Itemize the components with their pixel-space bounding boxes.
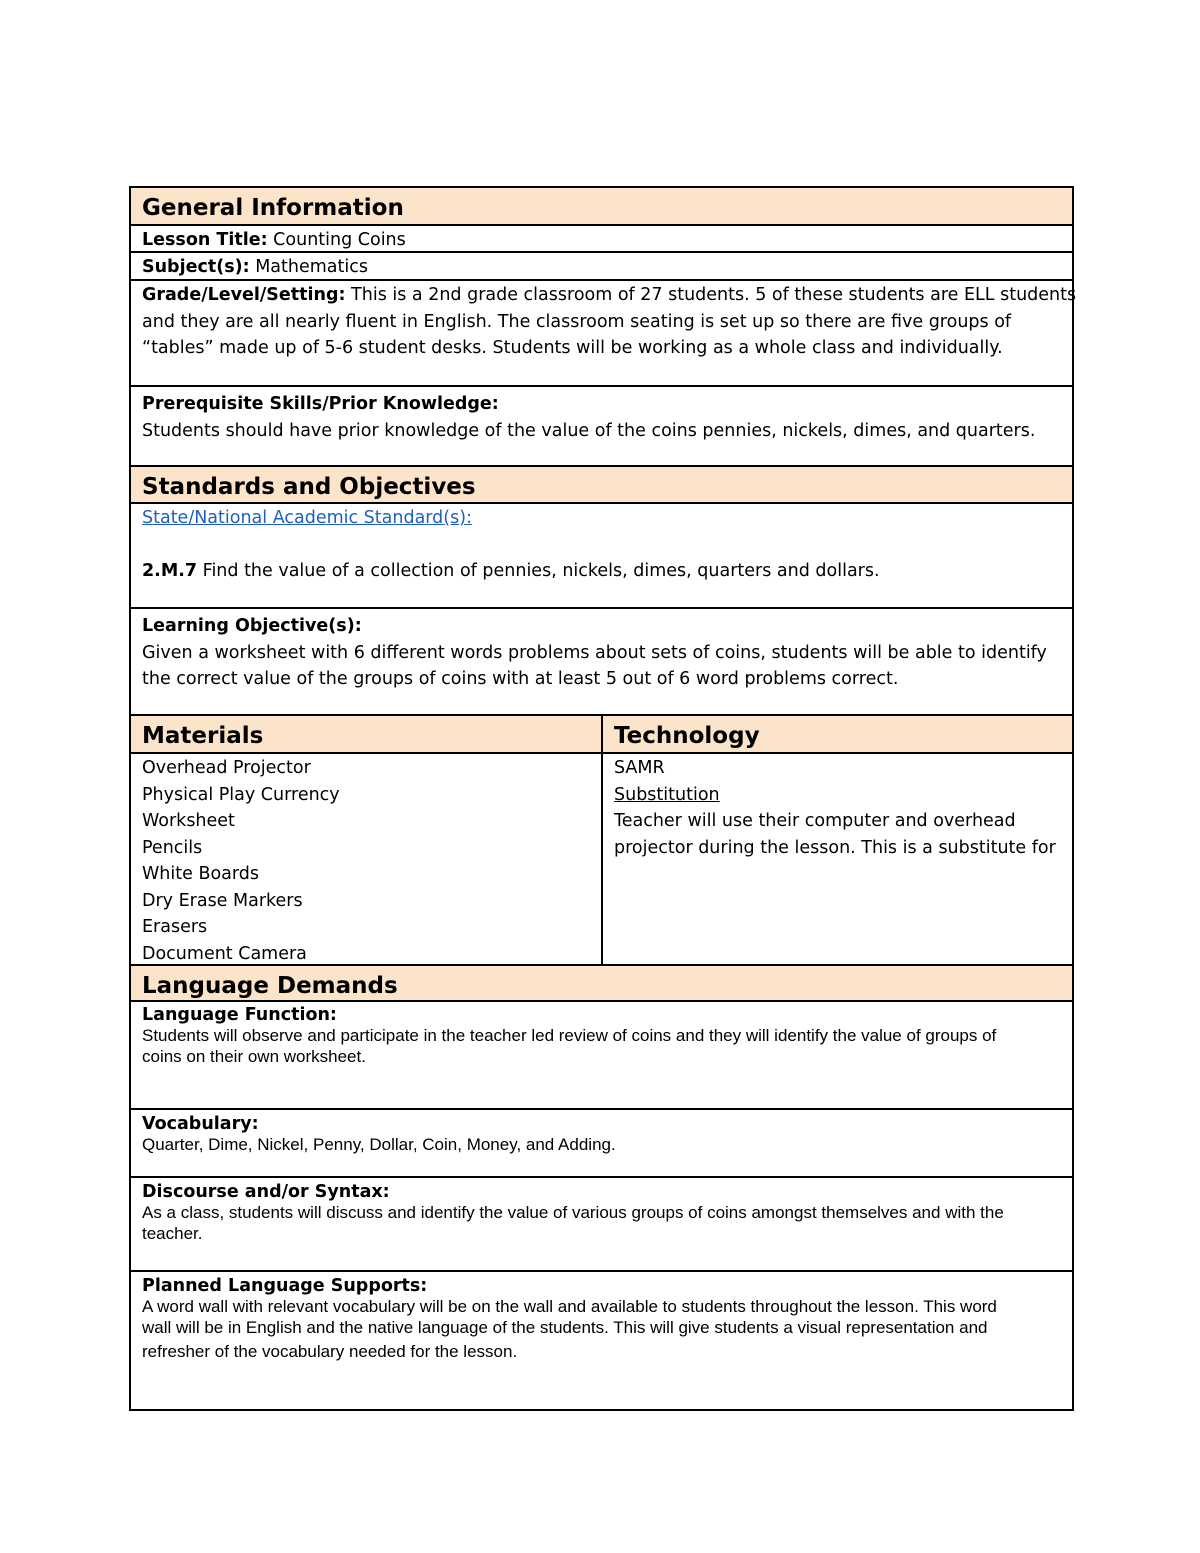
materials-item: Dry Erase Markers — [142, 890, 303, 911]
materials-heading-text: Materials — [142, 723, 264, 749]
function-text-line-2: coins on their own worksheet. — [142, 1046, 366, 1066]
discourse-text-line-1: As a class, students will discuss and identify the value of various groups of coins amongst themselves and with the — [142, 1203, 1004, 1222]
subjects-value: Mathematics — [255, 257, 368, 277]
grade-label: Grade/Level/Setting: — [142, 285, 346, 305]
materials-item: Physical Play Currency — [142, 784, 340, 805]
materials-item: Document Camera — [142, 943, 307, 964]
materials-item: Pencils — [142, 837, 203, 858]
technology-heading-text: Technology — [614, 723, 760, 749]
standards-objectives-heading — [131, 467, 1072, 504]
language-function-row — [131, 1002, 1072, 1110]
subjects-row — [131, 253, 1072, 281]
technology-model: SAMR — [614, 758, 665, 778]
objective-label: Learning Objective(s): — [142, 616, 362, 636]
standards-row — [131, 504, 1072, 609]
technology-content — [603, 754, 1072, 964]
lesson-title-value: Counting Coins — [273, 230, 406, 250]
vocab-label: Vocabulary: — [142, 1114, 259, 1134]
discourse-label: Discourse and/or Syntax: — [142, 1182, 390, 1202]
general-heading-text: General Information — [142, 195, 404, 221]
standards-heading-text: Standards and Objectives — [142, 474, 476, 500]
materials-item: Overhead Projector — [142, 758, 311, 778]
standard-text: Find the value of a collection of pennies, nickels, dimes, quarters and dollars. — [202, 561, 880, 581]
prereq-text: Students should have prior knowledge of the value of the coins pennies, nickels, dimes, and quarters. — [142, 420, 1036, 441]
function-label: Language Function: — [142, 1005, 337, 1025]
grade-text-line-2: and they are all nearly fluent in English. The classroom seating is set up so there are five groups of — [142, 311, 1012, 332]
standards-link[interactable]: State/National Academic Standard(s): — [142, 508, 472, 528]
materials-item: White Boards — [142, 864, 259, 884]
objective-text-line-1: Given a worksheet with 6 different words problems about sets of coins, students will be able to identify — [142, 642, 1047, 663]
lesson-title-label: Lesson Title: — [142, 230, 268, 250]
technology-level: Substitution — [614, 784, 720, 805]
vocabulary-row — [131, 1110, 1072, 1178]
grade-text-line-3: “tables” made up of 5-6 student desks. Students will be working as a whole class and individually. — [142, 338, 1003, 358]
supports-label: Planned Language Supports: — [142, 1276, 428, 1296]
materials-item: Erasers — [142, 917, 208, 937]
discourse-syntax-row — [131, 1178, 1072, 1272]
vocab-text: Quarter, Dime, Nickel, Penny, Dollar, Coin, Money, and Adding. — [142, 1135, 616, 1154]
supports-text-line-3: refresher of the vocabulary needed for the lesson. — [142, 1342, 518, 1361]
grade-text-line-1: This is a 2nd grade classroom of 27 students. 5 of these students are ELL students — [351, 285, 1077, 305]
technology-heading — [603, 716, 1072, 752]
general-information-heading — [131, 188, 1072, 226]
lesson-title-row — [131, 226, 1072, 253]
technology-text-line-1: Teacher will use their computer and overhead — [614, 811, 1016, 831]
function-text-line-1: Students will observe and participate in the teacher led review of coins and they will identify the value of groups of — [142, 1026, 997, 1045]
planned-language-supports-row — [131, 1272, 1072, 1409]
standard-code: 2.M.7 — [142, 561, 198, 581]
prereq-label: Prerequisite Skills/Prior Knowledge: — [142, 394, 499, 414]
materials-list — [131, 754, 601, 964]
materials-item: Worksheet — [142, 811, 235, 831]
discourse-text-line-2: teacher. — [142, 1223, 203, 1243]
technology-text-line-2: projector during the lesson. This is a substitute for — [614, 837, 1056, 858]
prerequisite-row — [131, 387, 1072, 467]
objective-text-line-2: the correct value of the groups of coins with at least 5 out of 6 word problems correct. — [142, 669, 899, 689]
grade-level-setting-row — [131, 281, 1077, 387]
supports-text-line-1: A word wall with relevant vocabulary will be on the wall and available to students throughout the lesson. This word — [142, 1297, 997, 1316]
materials-technology-heading-row — [131, 716, 1072, 754]
subjects-label: Subject(s): — [142, 257, 250, 277]
supports-text-line-2: wall will be in English and the native language of the students. This will give students a visual representation and — [142, 1317, 988, 1337]
lesson-plan-table — [129, 186, 1077, 1411]
language-heading-text: Language Demands — [142, 973, 398, 999]
materials-heading — [131, 716, 601, 752]
language-demands-heading — [131, 966, 1072, 1002]
learning-objectives-row — [131, 609, 1072, 716]
materials-technology-row — [131, 754, 1072, 966]
